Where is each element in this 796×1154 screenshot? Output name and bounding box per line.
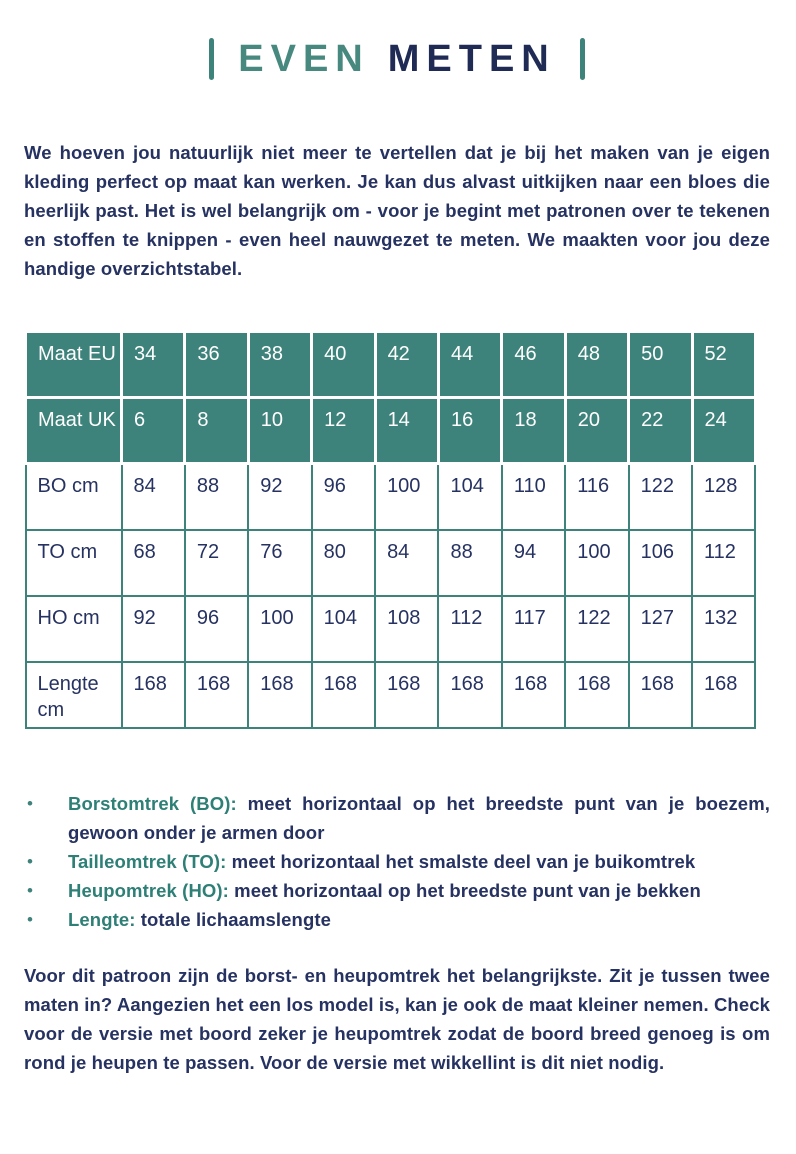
list-item [24, 905, 770, 934]
measure-value-cell: 168 [375, 662, 438, 728]
size-header-cell: 50 [629, 332, 692, 398]
size-header-cell: 36 [185, 332, 248, 398]
size-header-cell: 8 [185, 398, 248, 464]
bullet-text [68, 876, 770, 905]
measure-value-cell: 128 [692, 464, 755, 530]
size-header-cell: 10 [248, 398, 311, 464]
bullet-dot-icon: • [27, 909, 33, 929]
size-header-cell: 46 [502, 332, 565, 398]
measure-value-cell: 168 [122, 662, 185, 728]
size-table-row [26, 530, 756, 596]
size-row-label: Maat UK [26, 398, 122, 464]
measure-value-cell: 168 [438, 662, 501, 728]
size-header-cell: 38 [248, 332, 311, 398]
size-header-cell: 34 [122, 332, 185, 398]
size-header-cell: 18 [502, 398, 565, 464]
measure-value-cell: 94 [502, 530, 565, 596]
measure-term: Heupomtrek (HO): [68, 879, 229, 901]
size-header-cell: 20 [565, 398, 628, 464]
title-word-meten: METEN [387, 38, 556, 80]
list-item [24, 876, 770, 905]
bullet-text [68, 789, 770, 847]
measure-value-cell: 112 [692, 530, 755, 596]
measure-value-cell: 88 [185, 464, 248, 530]
title-bar-right-icon [580, 38, 585, 80]
size-header-cell: 22 [629, 398, 692, 464]
size-row-label: Maat EU [26, 332, 122, 398]
measure-term: Borstomtrek (BO): [68, 792, 237, 814]
outro-paragraph: Voor dit patroon zijn de borst- en heupomtrek het belangrijkste. Zit je tussen twee maten in? Aangezien het een los model is, kan je ook de maat kleiner nemen. Check voor de versie met boord zeker je heupomtrek zodat de boord breed genoeg is om rond je heupen te passen. Voor de versie met wikkellint is dit niet nodig. [24, 964, 770, 1073]
measure-value-cell: 96 [312, 464, 375, 530]
measure-value-cell: 168 [248, 662, 311, 728]
bullet-text [68, 847, 770, 876]
measure-value-cell: 80 [312, 530, 375, 596]
size-table-header [26, 332, 756, 464]
measure-value-cell: 168 [185, 662, 248, 728]
measure-description: meet horizontaal op het breedste punt van je boezem, gewoon onder je armen door [68, 792, 770, 843]
size-header-cell: 12 [312, 398, 375, 464]
measure-row-label: HO cm [26, 596, 122, 662]
size-header-cell: 42 [375, 332, 438, 398]
measure-value-cell: 100 [248, 596, 311, 662]
size-table [24, 330, 757, 729]
intro-paragraph: We hoeven jou natuurlijk niet meer te vertellen dat je bij het maken van je eigen kleding perfect op maat kan werken. Je kan dus alvast uitkijken naar een bloes die heerlijk past. Het is wel belangrijk om - voor je begint met patronen over te tekenen en stoffen te knippen - even heel nauwgezet te meten. We maakten voor jou deze handige overzichtstabel. [24, 142, 770, 279]
size-header-cell: 16 [438, 398, 501, 464]
bullet-dot-icon: • [27, 793, 33, 813]
measure-value-cell: 132 [692, 596, 755, 662]
measure-value-cell: 168 [692, 662, 755, 728]
size-table-row [26, 596, 756, 662]
measure-value-cell: 104 [312, 596, 375, 662]
measure-value-cell: 104 [438, 464, 501, 530]
measure-value-cell: 96 [185, 596, 248, 662]
size-table-row [26, 464, 756, 530]
measure-value-cell: 168 [629, 662, 692, 728]
measure-description: totale lichaamslengte [140, 908, 332, 930]
bullet-dot-icon: • [27, 880, 33, 900]
measure-value-cell: 106 [629, 530, 692, 596]
measure-description: meet horizontaal het smalste deel van je buikomtrek [231, 850, 696, 872]
title-word-even: EVEN [238, 38, 370, 80]
measure-value-cell: 110 [502, 464, 565, 530]
measure-value-cell: 84 [122, 464, 185, 530]
measure-value-cell: 108 [375, 596, 438, 662]
measure-value-cell: 100 [565, 530, 628, 596]
size-table-header-row [26, 398, 756, 464]
measure-value-cell: 112 [438, 596, 501, 662]
bullet-dot-icon: • [27, 851, 33, 871]
measure-definitions-list [24, 789, 770, 934]
page-title [24, 34, 770, 84]
measure-value-cell: 122 [629, 464, 692, 530]
title-text [238, 40, 555, 78]
size-header-cell: 6 [122, 398, 185, 464]
list-item [24, 789, 770, 847]
list-item [24, 847, 770, 876]
size-header-cell: 14 [375, 398, 438, 464]
size-header-cell: 24 [692, 398, 755, 464]
measure-row-label: BO cm [26, 464, 122, 530]
measure-value-cell: 127 [629, 596, 692, 662]
size-header-cell: 44 [438, 332, 501, 398]
measure-value-cell: 117 [502, 596, 565, 662]
measure-row-label: Lengte cm [26, 662, 122, 728]
measure-value-cell: 72 [185, 530, 248, 596]
measure-value-cell: 100 [375, 464, 438, 530]
measure-term: Lengte: [68, 908, 136, 930]
measure-value-cell: 92 [248, 464, 311, 530]
size-table-row [26, 662, 756, 728]
size-header-cell: 52 [692, 332, 755, 398]
size-table-header-row [26, 332, 756, 398]
measure-value-cell: 122 [565, 596, 628, 662]
measure-value-cell: 84 [375, 530, 438, 596]
measure-value-cell: 88 [438, 530, 501, 596]
measure-value-cell: 68 [122, 530, 185, 596]
measure-value-cell: 92 [122, 596, 185, 662]
measure-row-label: TO cm [26, 530, 122, 596]
measure-value-cell: 168 [312, 662, 375, 728]
measure-value-cell: 168 [565, 662, 628, 728]
bullet-text [68, 905, 770, 934]
measure-value-cell: 76 [248, 530, 311, 596]
size-header-cell: 40 [312, 332, 375, 398]
measure-term: Tailleomtrek (TO): [68, 850, 227, 872]
title-bar-left-icon [209, 38, 214, 80]
size-table-body [26, 464, 756, 728]
measure-value-cell: 168 [502, 662, 565, 728]
measure-description: meet horizontaal op het breedste punt van je bekken [234, 879, 701, 901]
measure-value-cell: 116 [565, 464, 628, 530]
size-header-cell: 48 [565, 332, 628, 398]
